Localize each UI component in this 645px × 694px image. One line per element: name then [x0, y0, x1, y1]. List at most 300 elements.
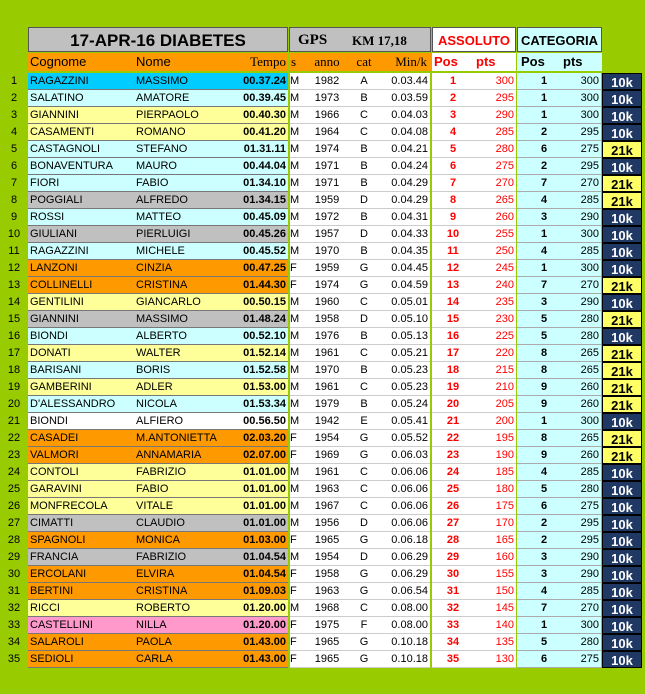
sex-cell: M: [290, 209, 300, 226]
cat-pts-cell: 300: [571, 90, 601, 107]
row-number: 27: [0, 515, 28, 532]
name-cell: ALBERTO: [136, 330, 187, 342]
surname-cell: GIANNINI: [30, 313, 79, 325]
row-number: 31: [0, 583, 28, 600]
time-cell: 01.43.00: [243, 653, 286, 665]
col-tempo: Tempo: [236, 53, 288, 71]
distance-badge: 10k: [602, 634, 642, 651]
category-cell: D: [354, 549, 374, 566]
cat-pts-cell: 285: [571, 243, 601, 260]
abs-pts-cell: 210: [474, 379, 516, 396]
sex-cell: F: [290, 617, 300, 634]
pace-cell: 0.04.08: [374, 124, 430, 141]
abs-pos-cell: 31: [432, 583, 474, 600]
abs-pos-cell: 5: [432, 141, 474, 158]
sex-cell: M: [290, 90, 300, 107]
name-cell: M.ANTONIETTA: [136, 432, 217, 444]
abs-pts-cell: 185: [474, 464, 516, 481]
abs-pts-cell: 240: [474, 277, 516, 294]
cat-pos-cell: 9: [517, 396, 571, 413]
abs-pos-cell: 6: [432, 158, 474, 175]
cat-pos-cell: 3: [517, 566, 571, 583]
abs-pos-cell: 33: [432, 617, 474, 634]
time-cell: 00.45.52: [243, 245, 286, 257]
sex-cell: F: [290, 447, 300, 464]
cat-pos-cell: 5: [517, 634, 571, 651]
surname-cell: POGGIALI: [30, 194, 83, 206]
abs-pos-cell: 25: [432, 481, 474, 498]
surname-cell: VALMORI: [30, 449, 79, 461]
table-row: [0, 90, 645, 107]
distance-badge: 10k: [602, 158, 642, 175]
cat-pts-cell: 300: [571, 617, 601, 634]
row-number: 1: [0, 73, 28, 90]
pace-cell: 0.06.03: [374, 447, 430, 464]
name-cell: PIERLUIGI: [136, 228, 191, 240]
cat-pos-cell: 5: [517, 481, 571, 498]
time-cell: 01.03.00: [243, 534, 286, 546]
time-cell: 00.44.04: [243, 160, 286, 172]
abs-pos-cell: 14: [432, 294, 474, 311]
table-row: [0, 260, 645, 277]
name-cell: BORIS: [136, 364, 171, 376]
category-cell: F: [354, 617, 374, 634]
name-cell: CARLA: [136, 653, 173, 665]
abs-pos-cell: 24: [432, 464, 474, 481]
cat-pts-cell: 300: [571, 413, 601, 430]
col-cat-pts: pts: [561, 53, 602, 71]
km-label: KM 17,18: [352, 33, 407, 48]
cat-pts-cell: 270: [571, 175, 601, 192]
category-cell: C: [354, 379, 374, 396]
row-number: 9: [0, 209, 28, 226]
pace-cell: 0.03.44: [374, 73, 430, 90]
row-number: 23: [0, 447, 28, 464]
distance-badge: 21k: [602, 311, 642, 328]
category-cell: G: [354, 634, 374, 651]
category-cell: D: [354, 226, 374, 243]
table-row: [0, 498, 645, 515]
category-cell: G: [354, 532, 374, 549]
year-cell: 1971: [300, 158, 354, 175]
year-cell: 1972: [300, 209, 354, 226]
year-cell: 1969: [300, 447, 354, 464]
abs-pos-cell: 22: [432, 430, 474, 447]
pace-cell: 0.04.31: [374, 209, 430, 226]
category-cell: C: [354, 464, 374, 481]
surname-cell: RAGAZZINI: [30, 245, 89, 257]
surname-cell: BERTINI: [30, 585, 74, 597]
year-cell: 1961: [300, 379, 354, 396]
pace-cell: 0.06.18: [374, 532, 430, 549]
abs-pos-cell: 32: [432, 600, 474, 617]
table-row: [0, 651, 645, 668]
cat-pos-cell: 5: [517, 311, 571, 328]
pace-cell: 0.03.59: [374, 90, 430, 107]
cat-pts-cell: 295: [571, 532, 601, 549]
pace-cell: 0.05.23: [374, 362, 430, 379]
pace-cell: 0.05.21: [374, 345, 430, 362]
abs-pts-cell: 140: [474, 617, 516, 634]
year-cell: 1974: [300, 141, 354, 158]
abs-pts-cell: 280: [474, 141, 516, 158]
cat-pos-cell: 6: [517, 651, 571, 668]
distance-badge: 21k: [602, 345, 642, 362]
cat-pts-cell: 280: [571, 634, 601, 651]
row-number: 26: [0, 498, 28, 515]
cat-pos-cell: 8: [517, 345, 571, 362]
sex-cell: F: [290, 430, 300, 447]
year-cell: 1965: [300, 634, 354, 651]
sex-cell: M: [290, 226, 300, 243]
pace-cell: 0.04.29: [374, 192, 430, 209]
distance-badge: 10k: [602, 73, 642, 90]
pace-cell: 0.06.29: [374, 566, 430, 583]
table-row: [0, 175, 645, 192]
row-number: 21: [0, 413, 28, 430]
category-cell: B: [354, 396, 374, 413]
category-cell: B: [354, 175, 374, 192]
year-cell: 1976: [300, 328, 354, 345]
cat-pos-cell: 1: [517, 107, 571, 124]
pace-cell: 0.06.06: [374, 498, 430, 515]
year-cell: 1965: [300, 532, 354, 549]
year-cell: 1973: [300, 90, 354, 107]
category-cell: B: [354, 328, 374, 345]
surname-cell: GENTILINI: [30, 296, 84, 308]
time-cell: 01.48.24: [243, 313, 286, 325]
time-cell: 00.50.15: [243, 296, 286, 308]
table-row: [0, 515, 645, 532]
pace-cell: 0.04.33: [374, 226, 430, 243]
cat-pos-cell: 4: [517, 464, 571, 481]
sex-cell: M: [290, 328, 300, 345]
surname-cell: SALAROLI: [30, 636, 84, 648]
surname-cell: BIONDI: [30, 415, 68, 427]
abs-pos-cell: 2: [432, 90, 474, 107]
name-cell: FABIO: [136, 483, 169, 495]
category-cell: G: [354, 566, 374, 583]
row-number: 4: [0, 124, 28, 141]
table-row: [0, 532, 645, 549]
year-cell: 1961: [300, 464, 354, 481]
time-cell: 01.34.15: [243, 194, 286, 206]
year-cell: 1982: [300, 73, 354, 90]
pace-cell: 0.05.24: [374, 396, 430, 413]
distance-badge: 10k: [602, 532, 642, 549]
time-cell: 01.01.00: [243, 466, 286, 478]
name-cell: CRISTINA: [136, 585, 188, 597]
distance-badge: 10k: [602, 583, 642, 600]
year-cell: 1975: [300, 617, 354, 634]
sex-cell: M: [290, 73, 300, 90]
distance-badge: 10k: [602, 549, 642, 566]
row-number: 32: [0, 600, 28, 617]
time-cell: 01.31.11: [243, 143, 286, 155]
year-cell: 1968: [300, 600, 354, 617]
pace-cell: 0.05.01: [374, 294, 430, 311]
sex-cell: F: [290, 583, 300, 600]
distance-badge: 10k: [602, 651, 642, 668]
name-cell: PIERPAOLO: [136, 109, 199, 121]
surname-cell: BARISANI: [30, 364, 82, 376]
distance-badge: 10k: [602, 464, 642, 481]
abs-pos-cell: 17: [432, 345, 474, 362]
abs-pos-cell: 4: [432, 124, 474, 141]
year-cell: 1965: [300, 651, 354, 668]
name-cell: MICHELE: [136, 245, 185, 257]
col-sesso: s: [289, 53, 300, 71]
name-cell: ALFREDO: [136, 194, 188, 206]
abs-pts-cell: 170: [474, 515, 516, 532]
cat-pts-cell: 300: [571, 107, 601, 124]
pace-cell: 0.08.00: [374, 600, 430, 617]
time-cell: 01.01.00: [243, 517, 286, 529]
pace-cell: 0.10.18: [374, 634, 430, 651]
category-cell: G: [354, 277, 374, 294]
sex-cell: M: [290, 464, 300, 481]
row-number: 2: [0, 90, 28, 107]
year-cell: 1957: [300, 226, 354, 243]
cat-pos-cell: 4: [517, 243, 571, 260]
table-row: [0, 226, 645, 243]
abs-pts-cell: 190: [474, 447, 516, 464]
year-cell: 1961: [300, 345, 354, 362]
sex-cell: M: [290, 192, 300, 209]
pace-cell: 0.04.21: [374, 141, 430, 158]
distance-badge: 10k: [602, 107, 642, 124]
abs-pts-cell: 220: [474, 345, 516, 362]
sex-cell: M: [290, 481, 300, 498]
abs-pts-cell: 275: [474, 158, 516, 175]
distance-badge: 10k: [602, 124, 642, 141]
pace-cell: 0.05.13: [374, 328, 430, 345]
pace-cell: 0.04.35: [374, 243, 430, 260]
abs-pts-cell: 260: [474, 209, 516, 226]
row-number: 17: [0, 345, 28, 362]
distance-badge: 10k: [602, 294, 642, 311]
category-cell: C: [354, 345, 374, 362]
row-number: 20: [0, 396, 28, 413]
abs-pts-cell: 180: [474, 481, 516, 498]
category-cell: B: [354, 362, 374, 379]
surname-cell: SPAGNOLI: [30, 534, 86, 546]
row-number: 18: [0, 362, 28, 379]
row-number: 25: [0, 481, 28, 498]
assoluto-header: ASSOLUTO: [432, 27, 516, 52]
category-cell: C: [354, 294, 374, 311]
category-cell: D: [354, 192, 374, 209]
cat-pts-cell: 280: [571, 481, 601, 498]
time-cell: 00.40.30: [243, 109, 286, 121]
cat-pts-cell: 290: [571, 566, 601, 583]
cat-pos-cell: 1: [517, 617, 571, 634]
row-number: 3: [0, 107, 28, 124]
col-abs-pos: Pos: [432, 53, 474, 71]
category-cell: C: [354, 600, 374, 617]
table-row: [0, 192, 645, 209]
distance-badge: 10k: [602, 90, 642, 107]
distance-badge: 21k: [602, 430, 642, 447]
cat-pos-cell: 1: [517, 90, 571, 107]
pace-cell: 0.10.18: [374, 651, 430, 668]
surname-cell: CASAMENTI: [30, 126, 95, 138]
distance-badge: 21k: [602, 141, 642, 158]
cat-pos-cell: 9: [517, 447, 571, 464]
abs-pts-cell: 155: [474, 566, 516, 583]
name-cell: MASSIMO: [136, 313, 188, 325]
pace-cell: 0.05.23: [374, 379, 430, 396]
year-cell: 1963: [300, 583, 354, 600]
categoria-header: CATEGORIA: [517, 27, 602, 52]
sex-cell: M: [290, 294, 300, 311]
distance-badge: 21k: [602, 379, 642, 396]
table-row: [0, 566, 645, 583]
abs-pts-cell: 265: [474, 192, 516, 209]
sex-cell: M: [290, 141, 300, 158]
row-number: 33: [0, 617, 28, 634]
distance-badge: 21k: [602, 277, 642, 294]
pace-cell: 0.04.24: [374, 158, 430, 175]
cat-pos-cell: 2: [517, 158, 571, 175]
name-cell: CLAUDIO: [136, 517, 185, 529]
name-cell: MASSIMO: [136, 75, 188, 87]
cat-pos-cell: 2: [517, 124, 571, 141]
table-row: [0, 617, 645, 634]
name-cell: MONICA: [136, 534, 180, 546]
abs-pts-cell: 175: [474, 498, 516, 515]
category-cell: D: [354, 515, 374, 532]
row-number: 6: [0, 158, 28, 175]
abs-pos-cell: 11: [432, 243, 474, 260]
gps-label: GPS: [298, 32, 328, 48]
cat-pos-cell: 1: [517, 260, 571, 277]
cat-pts-cell: 300: [571, 73, 601, 90]
row-number: 5: [0, 141, 28, 158]
category-cell: B: [354, 209, 374, 226]
time-cell: 01.04.54: [243, 551, 286, 563]
sex-cell: M: [290, 600, 300, 617]
cat-pts-cell: 300: [571, 226, 601, 243]
pace-cell: 0.05.10: [374, 311, 430, 328]
category-cell: G: [354, 651, 374, 668]
year-cell: 1970: [300, 243, 354, 260]
abs-pos-cell: 28: [432, 532, 474, 549]
cat-pts-cell: 275: [571, 141, 601, 158]
pace-cell: 0.04.45: [374, 260, 430, 277]
surname-cell: GIANNINI: [30, 109, 79, 121]
year-cell: 1971: [300, 175, 354, 192]
surname-cell: SALATINO: [30, 92, 84, 104]
year-cell: 1958: [300, 311, 354, 328]
abs-pts-cell: 215: [474, 362, 516, 379]
table-row: [0, 464, 645, 481]
table-row: [0, 328, 645, 345]
category-cell: B: [354, 90, 374, 107]
table-row: [0, 634, 645, 651]
cat-pts-cell: 295: [571, 124, 601, 141]
row-number: 16: [0, 328, 28, 345]
table-row: [0, 396, 645, 413]
abs-pos-cell: 18: [432, 362, 474, 379]
sex-cell: F: [290, 277, 300, 294]
sex-cell: M: [290, 413, 300, 430]
year-cell: 1954: [300, 430, 354, 447]
time-cell: 01.34.10: [243, 177, 286, 189]
pace-cell: 0.06.06: [374, 464, 430, 481]
time-cell: 01.53.00: [243, 381, 286, 393]
table-row: [0, 430, 645, 447]
name-cell: GIANCARLO: [136, 296, 201, 308]
surname-cell: RAGAZZINI: [30, 75, 89, 87]
abs-pos-cell: 8: [432, 192, 474, 209]
name-cell: VITALE: [136, 500, 174, 512]
name-cell: ELVIRA: [136, 568, 175, 580]
category-cell: G: [354, 583, 374, 600]
abs-pos-cell: 15: [432, 311, 474, 328]
cat-pos-cell: 6: [517, 141, 571, 158]
time-cell: 02.03.20: [243, 432, 286, 444]
abs-pos-cell: 35: [432, 651, 474, 668]
distance-badge: 10k: [602, 600, 642, 617]
abs-pos-cell: 12: [432, 260, 474, 277]
cat-pos-cell: 3: [517, 209, 571, 226]
row-number: 19: [0, 379, 28, 396]
cat-pts-cell: 265: [571, 430, 601, 447]
cat-pts-cell: 260: [571, 447, 601, 464]
time-cell: 01.52.14: [243, 347, 286, 359]
sex-cell: F: [290, 634, 300, 651]
abs-pts-cell: 130: [474, 651, 516, 668]
abs-pts-cell: 225: [474, 328, 516, 345]
name-cell: ANNAMARIA: [136, 449, 202, 461]
page-title: 17-APR-16 DIABETES: [28, 27, 288, 52]
abs-pts-cell: 290: [474, 107, 516, 124]
surname-cell: COLLINELLI: [30, 279, 93, 291]
cat-pts-cell: 290: [571, 294, 601, 311]
col-nome: Nome: [132, 53, 236, 71]
col-cognome: Cognome: [28, 53, 132, 71]
sex-cell: F: [290, 532, 300, 549]
abs-pts-cell: 150: [474, 583, 516, 600]
distance-badge: 10k: [602, 617, 642, 634]
cat-pos-cell: 6: [517, 498, 571, 515]
name-cell: STEFANO: [136, 143, 188, 155]
cat-pts-cell: 280: [571, 311, 601, 328]
name-cell: CRISTINA: [136, 279, 188, 291]
table-row: [0, 209, 645, 226]
surname-cell: ERCOLANI: [30, 568, 87, 580]
table-row: [0, 583, 645, 600]
surname-cell: D'ALESSANDRO: [30, 398, 116, 410]
table-row: [0, 294, 645, 311]
abs-pts-cell: 250: [474, 243, 516, 260]
abs-pts-cell: 245: [474, 260, 516, 277]
year-cell: 1956: [300, 515, 354, 532]
abs-pts-cell: 165: [474, 532, 516, 549]
distance-badge: 10k: [602, 328, 642, 345]
surname-cell: MONFRECOLA: [30, 500, 108, 512]
surname-cell: DONATI: [30, 347, 71, 359]
abs-pos-cell: 10: [432, 226, 474, 243]
surname-cell: SEDIOLI: [30, 653, 74, 665]
time-cell: 01.43.00: [243, 636, 286, 648]
time-cell: 01.09.03: [243, 585, 286, 597]
name-cell: FABRIZIO: [136, 551, 187, 563]
sex-cell: M: [290, 515, 300, 532]
row-number: 10: [0, 226, 28, 243]
name-cell: ALFIERO: [136, 415, 184, 427]
